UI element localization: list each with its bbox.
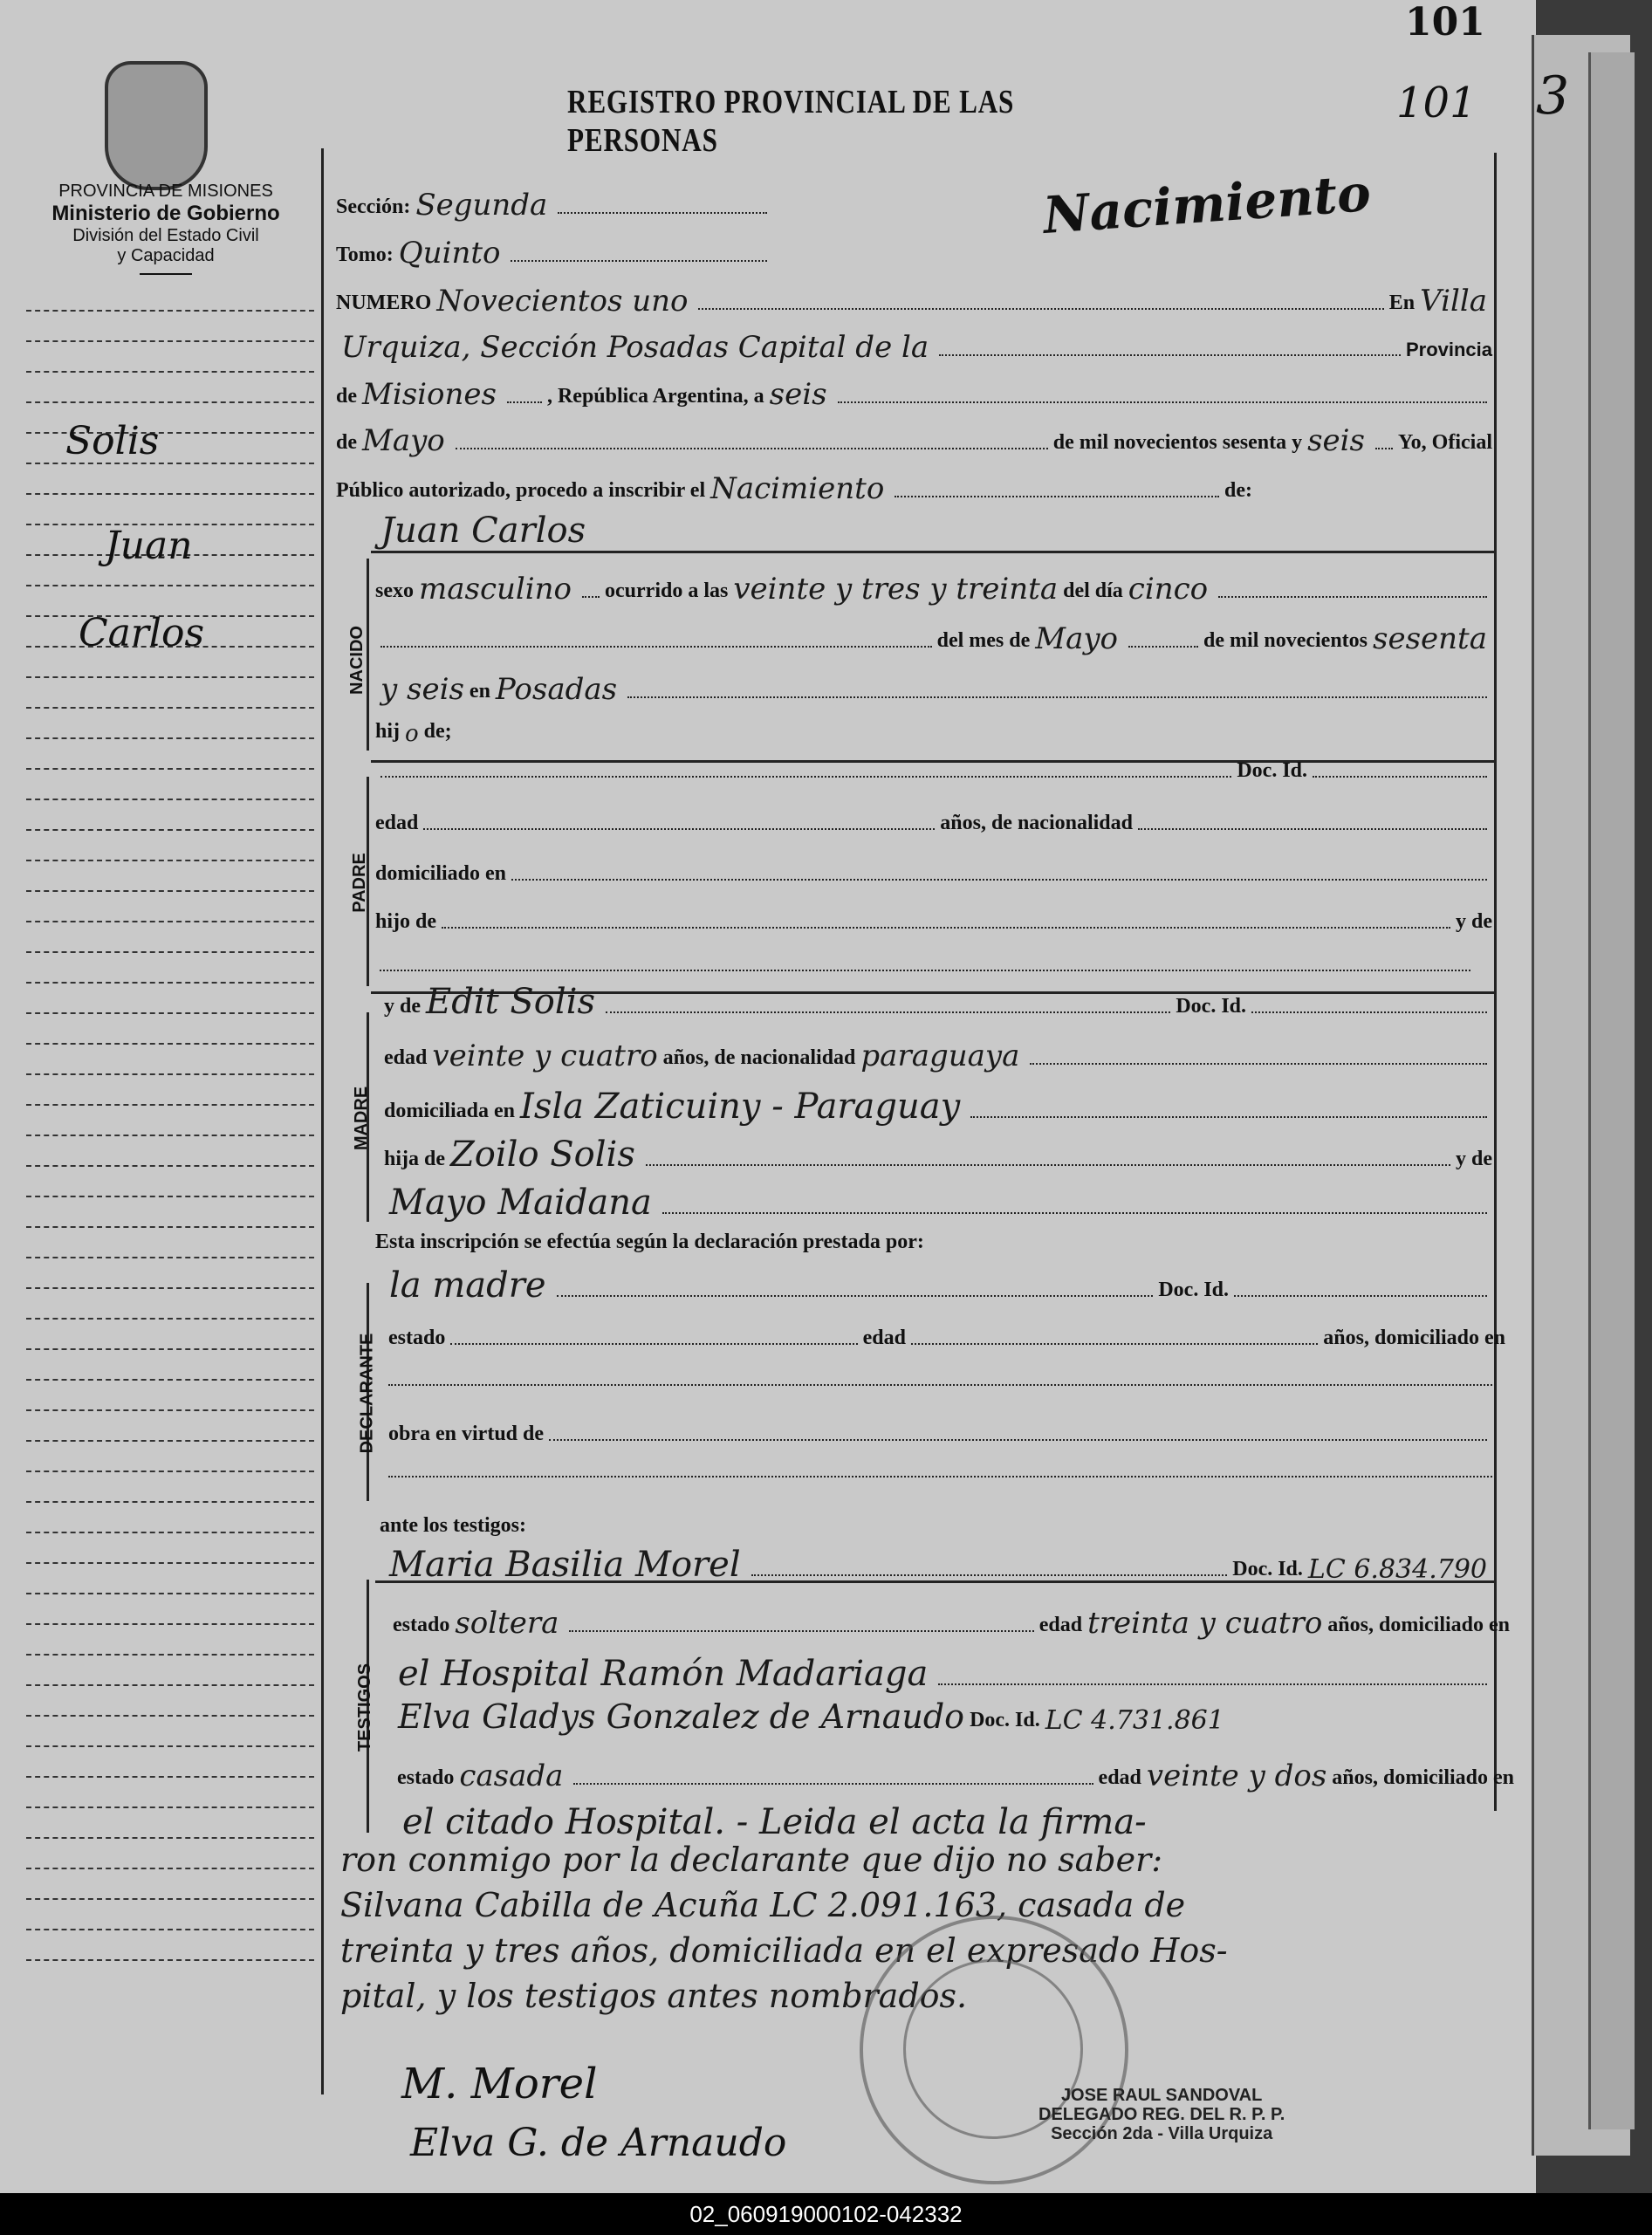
row-publico [336, 471, 1252, 506]
signature-witness-1: M. Morel [401, 2060, 598, 2108]
folio-number: 101 [1396, 79, 1477, 127]
label-hij: hij [375, 720, 401, 743]
row-madre-abuela [384, 1183, 1492, 1223]
label-anio: de mil novecientos sesenta y [1052, 431, 1303, 454]
divider [140, 273, 192, 275]
label-deldia: del día [1063, 579, 1123, 602]
row-t1-estado [393, 1606, 1510, 1641]
row-madre-nombre [384, 982, 1492, 1022]
folio-number-edge-2: 3 [1536, 65, 1570, 127]
division-name: División del Estado Civil [72, 226, 259, 245]
label-declarante-domicilio: años, domiciliado en [1323, 1327, 1505, 1349]
signature-witness-2: Elva G. de Arnaudo [410, 2121, 787, 2165]
ministry-name: Ministerio de Gobierno [51, 202, 280, 225]
label-seccion: Sección: [336, 195, 411, 218]
label-t2-estado: estado [397, 1766, 455, 1789]
officer-title: DELEGADO REG. DEL R. P. P. [1038, 2105, 1285, 2124]
value-anio-nac: sesenta [1373, 621, 1487, 656]
label-padre-edad: edad [375, 812, 419, 834]
section-label-madre: MADRE [352, 1086, 372, 1151]
value-seccion: Segunda [415, 188, 548, 223]
label-declaracion: Esta inscripción se efectúa según la declaración prestada por: [375, 1231, 924, 1253]
underlying-sheet-2 [1588, 52, 1635, 2129]
label-padre-domicilio: domiciliado en [375, 862, 507, 885]
row-tomo [336, 236, 772, 271]
officer-section: Sección 2da - Villa Urquiza [1051, 2124, 1273, 2143]
status-stamp: Nacimiento [1041, 162, 1373, 246]
label-declarante-doc: Doc. Id. [1158, 1279, 1229, 1301]
label-republica: , República Argentina, a [546, 385, 764, 408]
label-en: En [1388, 291, 1416, 314]
note-line-1: ron conmigo por la declarante que dijo no saber: [340, 1841, 1163, 1879]
label-t2-edad: edad [1098, 1766, 1141, 1789]
label-madre-yde: y de [384, 995, 421, 1018]
label-padre-nac: años, de nacionalidad [940, 812, 1133, 834]
value-tipo: Nacimiento [710, 471, 885, 506]
label-t2-domicilio: años, domiciliado en [1332, 1766, 1514, 1789]
value-numero: Novecientos uno [436, 284, 689, 319]
value-t1-estado: soltera [455, 1606, 559, 1641]
label-madre-yde2: y de [1456, 1148, 1492, 1170]
value-t1-doc: LC 6.834.790 [1307, 1554, 1487, 1585]
label-anio-nac: de mil novecientos [1203, 629, 1368, 652]
value-t2-domicilio: el citado Hospital. - Leida el acta la firma- [402, 1802, 1147, 1842]
row-t2-domicilio [397, 1802, 1497, 1842]
note-line-4: pital, y los testigos antes nombrados. [340, 1977, 968, 2015]
value-madre-domicilio: Isla Zaticuiny - Paraguay [520, 1087, 961, 1127]
officer-block [1038, 2086, 1285, 2143]
row-fecha [336, 377, 1492, 412]
value-provincia: Misiones [362, 377, 497, 412]
row-mes-nac [375, 621, 1492, 656]
label-tomo: Tomo: [336, 243, 394, 266]
row-declarante-obra [388, 1423, 1492, 1446]
label-de3: de: [1224, 479, 1252, 502]
row-numero [336, 284, 1492, 319]
section-label-padre: PADRE [349, 853, 369, 913]
row-padre-doc [375, 759, 1492, 783]
issuer-block [9, 182, 323, 275]
row-t1-domicilio [393, 1654, 1492, 1694]
value-madre-nac: paraguaya [860, 1039, 1020, 1073]
row-madre-hija [384, 1135, 1492, 1175]
value-dia-nac: cinco [1128, 572, 1209, 607]
label-declarante-obra: obra en virtud de [388, 1423, 545, 1445]
label-ocurrido: ocurrido a las [605, 579, 729, 602]
row-testigos-intro [380, 1514, 1078, 1538]
value-mes: Mayo [362, 423, 445, 458]
row-nombre [375, 511, 1492, 551]
label-madre-nac: años, de nacionalidad [662, 1046, 856, 1069]
value-sexo: masculino [419, 572, 572, 607]
rule [375, 1580, 1494, 1583]
value-t2-estado: casada [459, 1759, 564, 1793]
image-id-bar: 02_060919000102-042332 [0, 2193, 1652, 2235]
label-padre-doc: Doc. Id. [1237, 759, 1307, 782]
row-padre-hijo [375, 910, 1492, 934]
label-declarante-edad: edad [862, 1327, 906, 1349]
value-t2-nombre: Elva Gladys Gonzalez de Arnaudo [398, 1697, 965, 1736]
label-numero: NUMERO [336, 291, 432, 314]
row-lugar-nac [375, 672, 1492, 707]
value-madre-edad: veinte y cuatro [432, 1039, 658, 1073]
province-name: PROVINCIA DE MISIONES [58, 182, 273, 201]
label-hij-de: de; [423, 720, 452, 743]
value-mes-nac: Mayo [1035, 621, 1119, 656]
label-t1-domicilio: años, domiciliado en [1327, 1614, 1510, 1636]
column-divider [321, 148, 324, 2094]
margin-second-name: Carlos [79, 611, 205, 655]
value-t1-domicilio: el Hospital Ramón Madariaga [398, 1654, 929, 1694]
label-de2: de [336, 431, 357, 454]
section-label-nacido: NACIDO [346, 626, 367, 695]
label-t2-doc: Doc. Id. [970, 1709, 1040, 1731]
value-madre-nombre: Edit Solis [426, 982, 595, 1022]
value-tomo: Quinto [398, 236, 501, 271]
row-mes [336, 423, 1492, 458]
label-padre-hijo: hijo de [375, 910, 437, 933]
note-line-3: treinta y tres años, domiciliada en el expresado Hos- [340, 1931, 1228, 1970]
label-de: de [336, 385, 357, 408]
row-hij [375, 720, 1492, 747]
row-declarante-estado [388, 1327, 1505, 1350]
label-madre-domicilio: domiciliada en [384, 1100, 516, 1122]
folio-number-edge: 101 [1405, 0, 1485, 45]
value-t2-edad: veinte y dos [1146, 1759, 1327, 1793]
value-t1-nombre: Maria Basilia Morel [389, 1545, 741, 1585]
label-t1-doc: Doc. Id. [1232, 1558, 1303, 1580]
dotted-line [380, 969, 1470, 971]
note-line-2: Silvana Cabilla de Acuña LC 2.091.163, casada de [340, 1886, 1186, 1924]
coat-of-arms-seal [105, 61, 208, 190]
row-declaracion-intro [375, 1231, 1492, 1254]
row-sexo [375, 572, 1492, 607]
row-lugar [336, 330, 1492, 365]
label-en-nac: en [469, 680, 490, 703]
label-provincia: Provincia [1405, 339, 1492, 360]
dotted-line [388, 1383, 1492, 1386]
label-yo: Yo, Oficial [1398, 431, 1492, 454]
value-nombre: Juan Carlos [380, 511, 586, 551]
section-label-testigos: TESTIGOS [355, 1663, 375, 1752]
value-t2-doc: LC 4.731.861 [1045, 1705, 1224, 1736]
right-border [1494, 153, 1497, 1811]
value-hora: veinte y tres y treinta [733, 572, 1059, 607]
label-mes-nac: del mes de [936, 629, 1031, 652]
officer-name: JOSE RAUL SANDOVAL [1060, 2086, 1263, 2105]
row-t1-nombre [384, 1545, 1492, 1585]
row-t2-nombre [393, 1697, 1492, 1736]
row-seccion [336, 188, 772, 223]
value-anio2-nac: y seis [380, 672, 464, 707]
label-testigos: ante los testigos: [380, 1514, 526, 1537]
margin-surname: Solis [65, 419, 160, 463]
row-padre-domicilio [375, 862, 1492, 886]
label-t1-edad: edad [1038, 1614, 1083, 1636]
page-title: REGISTRO PROVINCIAL DE LAS PERSONAS [567, 84, 1015, 159]
row-madre-edad [384, 1039, 1492, 1073]
label-sexo: sexo [375, 579, 414, 602]
label-madre-edad: edad [384, 1046, 428, 1069]
value-t1-edad: treinta y cuatro [1087, 1606, 1323, 1641]
dotted-line [388, 1475, 1492, 1477]
label-t1-estado: estado [393, 1614, 450, 1636]
value-lugar-nac: Posadas [495, 672, 618, 707]
value-hij: o [405, 721, 419, 747]
row-declarante-nombre [384, 1265, 1492, 1306]
value-dia: seis [769, 377, 827, 412]
value-lugar-a: Villa [1420, 284, 1487, 319]
label-publico: Público autorizado, procedo a inscribir el [336, 479, 706, 502]
rule [371, 550, 1494, 553]
value-madre-padres: Zoilo Solis [450, 1135, 635, 1175]
label-declarante-estado: estado [388, 1327, 446, 1349]
division-name-2: y Capacidad [117, 246, 215, 265]
value-anio: seis [1307, 423, 1365, 458]
value-madre-abuela: Mayo Maidana [389, 1183, 652, 1223]
label-padre-yde: y de [1456, 910, 1492, 933]
row-t2-estado [397, 1759, 1514, 1793]
label-madre-hija: hija de [384, 1148, 446, 1170]
row-madre-domicilio [384, 1087, 1492, 1127]
value-lugar-b: Urquiza, Sección Posadas Capital de la [341, 330, 929, 365]
section-label-declarante: DECLARANTE [357, 1333, 377, 1454]
label-madre-doc: Doc. Id. [1176, 995, 1246, 1018]
margin-first-name: Juan [105, 524, 193, 568]
value-declarante: la madre [389, 1265, 546, 1306]
row-padre-edad [375, 812, 1492, 835]
